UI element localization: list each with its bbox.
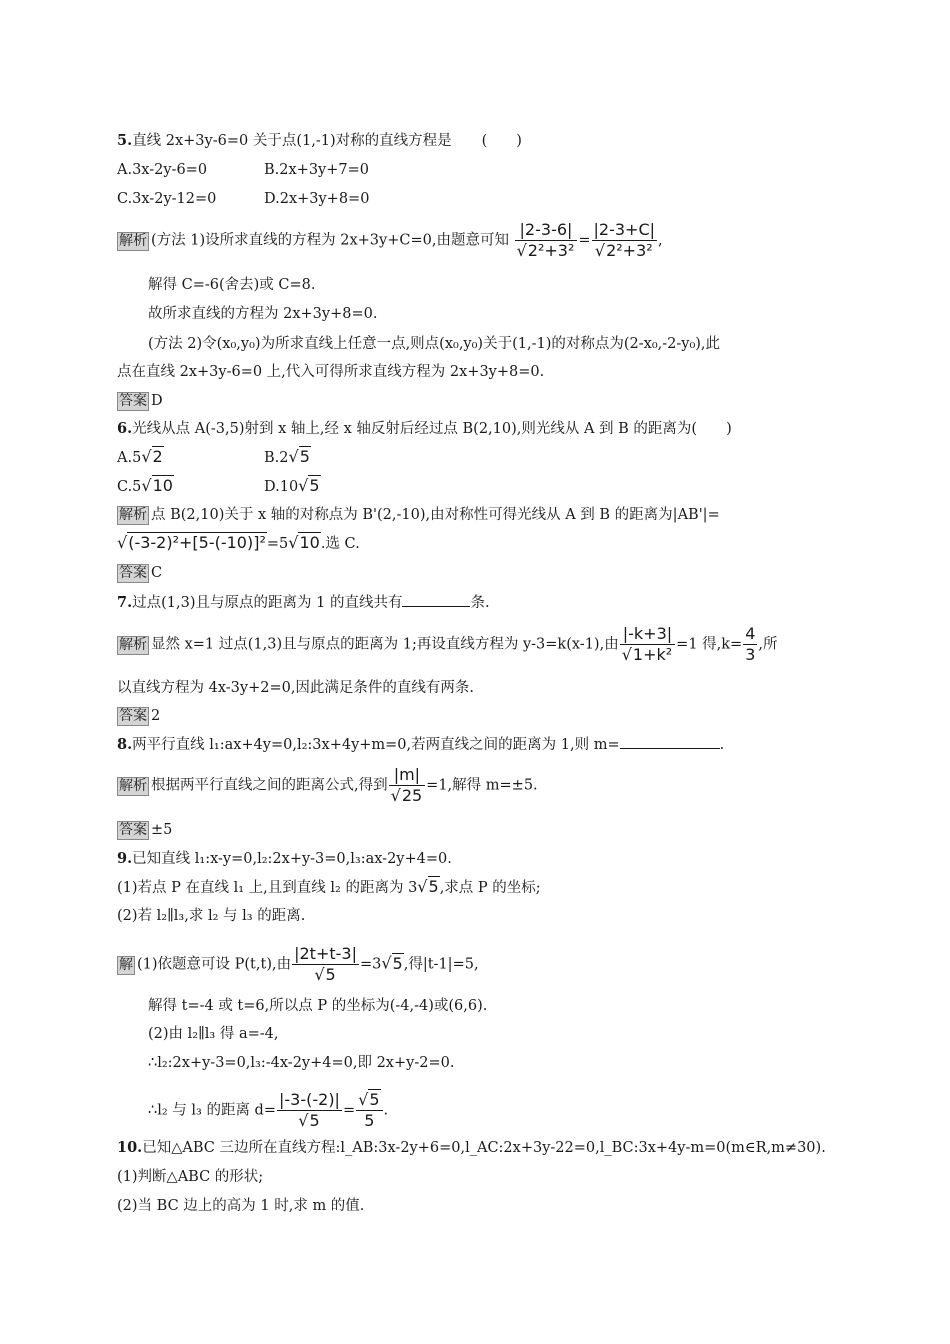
q7-stem: 7.过点(1,3)且与原点的距离为 1 的直线共有 条. <box>117 594 490 611</box>
q8-answer: 答案 ±5 <box>119 822 173 838</box>
q9-result-fraction: $\frac{√5}{5}$ <box>356 1090 382 1131</box>
q5-analysis-line2: 解得 C=-6(舍去)或 C=8. <box>148 277 316 293</box>
q10-part1: (1)判断△ABC 的形状; <box>117 1169 264 1185</box>
q9-solution-line2: 解得 t=-4 或 t=6,所以点 P 的坐标为(-4,-4)或(6,6). <box>148 998 488 1014</box>
q5-stem: 5.直线 2x+3y-6=0 关于点(1,-1)对称的直线方程是 ( ) <box>117 132 522 149</box>
q6-analysis-line1: 解析 点 B(2,10)关于 x 轴的对称点为 B'(2,-10),由对称性可得光线从 A 到 B 的距离为|AB'|= <box>119 507 720 523</box>
q5-fraction-2: $\frac{|2-3+C|}{\text{√2²+3²}}$ <box>593 220 656 260</box>
q7-number: 7. <box>117 594 133 611</box>
q9-solution-line3: (2)由 l₂∥l₃ 得 a=-4, <box>148 1026 279 1042</box>
q10-number: 10. <box>117 1139 143 1156</box>
q7-analysis-line2: 以直线方程为 4x-3y+2=0,因此满足条件的直线有两条. <box>117 680 475 696</box>
q6-stem: 6.光线从点 A(-3,5)射到 x 轴上,经 x 轴反射后经过点 B(2,10),则光线从 A 到 B 的距离为( ) <box>117 420 732 437</box>
q5-number: 5. <box>117 132 133 149</box>
q8-stem: 8.两平行直线 l₁:ax+4y=0,l₂:3x+4y+m=0,若两直线之间的距离为 1,则 m= . <box>117 736 725 753</box>
q8-analysis-line1: 解析 根据两平行直线之间的距离公式,得到 $\frac{|m|}{√25}$ =1,解得 m=±5. <box>119 765 538 805</box>
analysis-tag: 解析 <box>119 507 147 523</box>
q6-analysis-line2: √(-3-2)²+[5-(-10)]²=5√10.选 C. <box>117 533 360 552</box>
q7-blank <box>402 592 470 607</box>
q5-option-c: C.3x-2y-12=0 <box>117 191 217 207</box>
q6-option-b: B.2√5 <box>264 447 310 466</box>
analysis-tag: 解析 <box>119 232 147 249</box>
q5-option-a: A.3x-2y-6=0 <box>117 162 208 178</box>
q8-blank <box>620 734 720 749</box>
q10-stem: 10.已知△ABC 三边所在直线方程:l_AB:3x-2y+6=0,l_AC:2x+3y-22=0,l_BC:3x+4y-m=0(m∈R,m≠30). <box>117 1139 826 1156</box>
q9-part1: (1)若点 P 在直线 l₁ 上,且到直线 l₂ 的距离为 3√5,求点 P 的坐标; <box>117 877 541 896</box>
q6-answer: 答案 C <box>119 565 163 581</box>
q6-option-d: D.10√5 <box>264 476 320 495</box>
q6-option-a: A.5√2 <box>117 447 163 466</box>
q5-option-d: D.2x+3y+8=0 <box>264 191 370 207</box>
q5-analysis-line4: (方法 2)令(x₀,y₀)为所求直线上任意一点,则点(x₀,y₀)关于(1,-1)的对称点为(2-x₀,-2-y₀),此 <box>148 336 721 352</box>
q9-solution-line5: ∴l₂ 与 l₃ 的距离 d= $\frac{|-3-(-2)|}{√5}$ = $\frac{√5}{5}$ . <box>148 1090 389 1130</box>
q9-solution-line4: ∴l₂:2x+y-3=0,l₃:-4x-2y+4=0,即 2x+y-2=0. <box>148 1055 455 1071</box>
q5-fraction-1: $\frac{|2-3-6|}{\text{√2²+3²}}$ <box>515 220 578 261</box>
solution-tag: 解 <box>119 956 133 973</box>
q9-number: 9. <box>117 850 133 867</box>
q9-distance-fraction: $\frac{|-3-(-2)|}{√5}$ <box>279 1090 340 1130</box>
answer-tag: 答案 <box>119 393 147 409</box>
q8-number: 8. <box>117 736 133 753</box>
q7-k-fraction: $\frac{4}{3}$ <box>745 624 756 664</box>
analysis-tag: 解析 <box>119 636 147 653</box>
q6-option-c: C.5√10 <box>117 476 173 495</box>
q9-stem: 9.已知直线 l₁:x-y=0,l₂:2x+y-3=0,l₃:ax-2y+4=0. <box>117 850 452 867</box>
q7-answer: 答案 2 <box>119 708 161 724</box>
answer-tag: 答案 <box>119 565 147 581</box>
q8-fraction: $\frac{|m|}{√25}$ <box>389 765 426 806</box>
q7-fraction: $\frac{|-k+3|}{\text{√1+k²}}$ <box>620 624 675 665</box>
q9-solution-line1: 解 (1)依题意可设 P(t,t),由 $\frac{|2t+t-3|}{√5}$ =3√5,得|t-1|=5, <box>119 944 479 984</box>
q9-fraction: $\frac{|2t+t-3|}{√5}$ <box>294 944 357 984</box>
q7-analysis-line1: 解析 显然 x=1 过点(1,3)且与原点的距离为 1;再设直线方程为 y-3=k(x-1),由 $\frac{|-k+3|}{\text{√1+k²}}$ =1 得,k= $\frac{4}{3}$ ,所 <box>119 624 778 664</box>
q5-analysis-line3: 故所求直线的方程为 2x+3y+8=0. <box>148 306 378 322</box>
q9-part2: (2)若 l₂∥l₃,求 l₂ 与 l₃ 的距离. <box>117 908 306 924</box>
q5-answer: 答案 D <box>119 393 163 409</box>
q5-option-b: B.2x+3y+7=0 <box>264 162 369 178</box>
q6-number: 6. <box>117 420 133 437</box>
q10-part2: (2)当 BC 边上的高为 1 时,求 m 的值. <box>117 1198 365 1214</box>
answer-tag: 答案 <box>119 708 147 724</box>
analysis-tag: 解析 <box>119 777 147 794</box>
q5-analysis-line1: 解析 (方法 1)设所求直线的方程为 2x+3y+C=0,由题意可知 $\frac{|2-3-6|}{\text{√2²+3²}}$ = $\frac{|2-3+C|}{\text{√2²+3²}}$ , <box>119 220 663 260</box>
answer-tag: 答案 <box>119 822 147 838</box>
q5-analysis-line5: 点在直线 2x+3y-6=0 上,代入可得所求直线方程为 2x+3y+8=0. <box>117 364 545 380</box>
